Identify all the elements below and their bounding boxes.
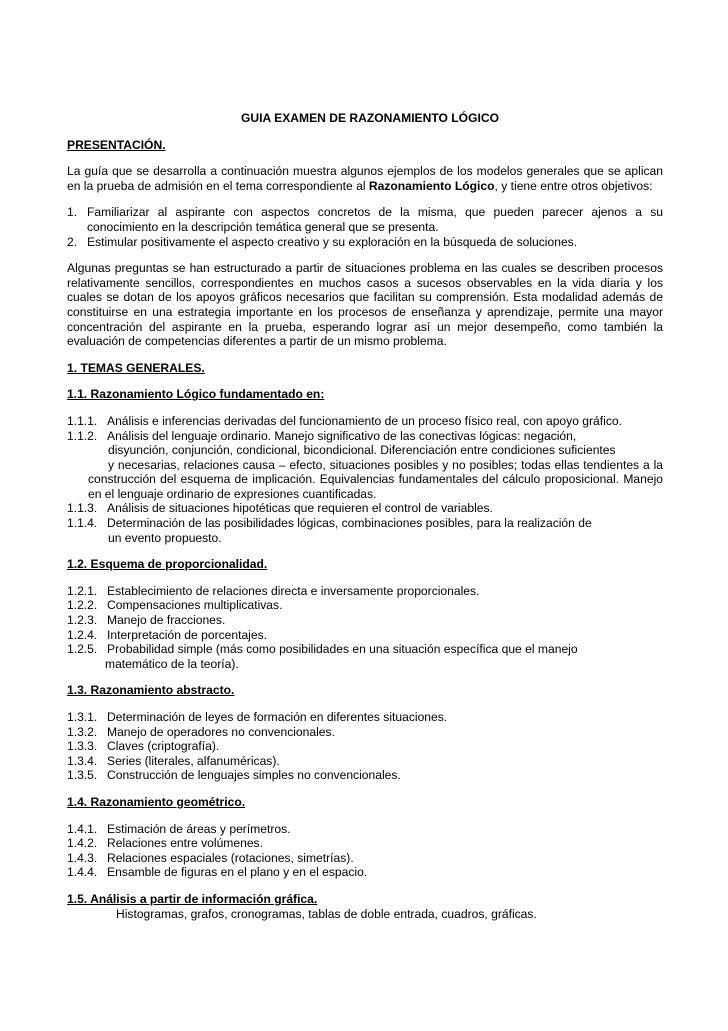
list-item: [67, 501, 663, 516]
item-text: Construcción de lenguajes simples no convencionales.: [107, 768, 401, 783]
presentacion-paragraph-2: Algunas preguntas se han estructurado a partir de situaciones problema en las cuales se describen procesos relativamente sencillos, correspondientes en muchos casos a sucesos observables en la vida diaria y los cuales se dotan de los apoyos gráficos necesarios que facilitan su comprensión. Esta modalidad además de constituirse en una estrategia importante en los procesos de enseñanza y aprendizaje, permite una mayor concentración del aspirante en la prueba, esperando lograr así un mejor desempeño, como también la evaluación de competencias diferentes a partir de un mismo problema.: [67, 261, 663, 349]
item-text: Claves (criptografía).: [107, 739, 220, 754]
item-text: Determinación de leyes de formación en diferentes situaciones.: [107, 710, 448, 724]
item-number: 1.2.2.: [67, 598, 98, 613]
list-item: [67, 836, 663, 851]
item-text: Series (literales, alfanuméricas).: [107, 753, 280, 768]
list-item: [67, 628, 663, 643]
item-text: Análisis del lenguaje ordinario. Manejo significativo de las conectivas lógicas: negación,: [107, 428, 577, 443]
objective-number: 2.: [67, 234, 78, 249]
list-item: [67, 851, 663, 866]
subsection-heading: 1.1. Razonamiento Lógico fundamentado en:: [67, 387, 325, 402]
item-text: Probabilidad simple (más como posibilidades en una situación específica que el manejo: [107, 642, 578, 657]
item-number: 1.4.2.: [67, 836, 98, 851]
objective-item: [67, 205, 663, 234]
item-number: 1.1.4.: [67, 516, 98, 531]
item-text: Compensaciones multiplicativas.: [107, 598, 283, 613]
bold-term: Razonamiento Lógico: [368, 178, 495, 193]
objective-text: Estimular positivamente el aspecto creativo y su exploración en la búsqueda de soluciones.: [87, 234, 578, 249]
list-item: [67, 725, 663, 740]
item-number: 1.2.1.: [67, 583, 98, 598]
item-number: 1.4.4.: [67, 865, 98, 880]
list-item: [67, 865, 663, 880]
subsection-heading: 1.4. Razonamiento geométrico.: [67, 794, 246, 809]
item-number: 1.3.4.: [67, 753, 98, 768]
item-number: 1.4.3.: [67, 850, 98, 865]
item-text: Histogramas, grafos, cronogramas, tablas de doble entrada, cuadros, gráficas.: [116, 906, 537, 921]
item-text: Análisis e inferencias derivadas del funcionamiento de un proceso físico real, con apoyo gráfico.: [107, 413, 622, 428]
list-item: [67, 429, 663, 444]
item-text: Análisis de situaciones hipotéticas que requieren el control de variables.: [107, 501, 493, 516]
item-text: Establecimiento de relaciones directa e inversamente proporcionales.: [107, 583, 480, 598]
item-number: 1.1.3.: [67, 501, 98, 516]
objective-item: [67, 235, 663, 250]
item-continuation: y necesarias, relaciones causa – efecto, situaciones posibles y no posibles; todas ellas tendientes a la: [108, 457, 663, 472]
item-number: 1.3.5.: [67, 768, 98, 783]
objective-number: 1.: [67, 205, 78, 220]
item-continuation: disyunción, conjunción, condicional, bicondicional. Diferenciación entre condiciones suficientes: [108, 443, 616, 458]
item-number: 1.3.2.: [67, 724, 98, 739]
paragraph-text: La guía que se desarrolla a continuación muestra algunos ejemplos de los modelos generales que se aplican en la prueba de admisión en el tema correspondiente al: [67, 164, 663, 193]
paragraph-text: , y tiene entre otros objetivos:: [494, 178, 653, 193]
item-number: 1.2.3.: [67, 613, 98, 628]
section-heading-temas: 1. TEMAS GENERALES.: [67, 360, 205, 375]
list-item: [67, 598, 663, 613]
subsection-heading: 1.3. Razonamiento abstracto.: [67, 683, 235, 698]
list-item: [67, 768, 663, 783]
item-text: Manejo de operadores no convencionales.: [107, 724, 335, 739]
subsection-heading: 1.5. Análisis a partir de información gráfica.: [67, 891, 318, 906]
item-text: Estimación de áreas y perímetros.: [107, 821, 291, 836]
list-item: [67, 710, 663, 725]
subsection-heading: 1.2. Esquema de proporcionalidad.: [67, 557, 268, 572]
list-item: [67, 754, 663, 769]
item-number: 1.1.1.: [67, 413, 98, 428]
section-heading-presentacion: PRESENTACIÓN.: [67, 137, 166, 152]
item-text: Determinación de las posibilidades lógicas, combinaciones posibles, para la realización de: [107, 516, 592, 531]
item-text: Interpretación de porcentajes.: [107, 627, 268, 642]
item-number: 1.1.2.: [67, 428, 98, 443]
list-item: [67, 613, 663, 628]
item-text: Relaciones espaciales (rotaciones, simetrías).: [107, 850, 354, 865]
item-continuation: un evento propuesto.: [108, 530, 222, 545]
item-number: 1.2.4.: [67, 627, 98, 642]
item-text: Relaciones entre volúmenes.: [107, 836, 263, 851]
list-item: [67, 414, 663, 429]
item-text: Manejo de fracciones.: [107, 613, 226, 628]
objective-text: Familiarizar al aspirante con aspectos concretos de la misma, que pueden parecer ajenos a su conocimiento en la descripción temática general que se presenta.: [87, 205, 663, 234]
item-number: 1.3.3.: [67, 739, 98, 754]
item-number: 1.3.1.: [67, 710, 98, 724]
list-item: [67, 822, 663, 837]
item-number: 1.4.1.: [67, 821, 98, 836]
item-continuation: construcción del esquema de implicación. Equivalencias fundamentales del cálculo proposicional. Manejo: [88, 472, 663, 487]
list-item: [67, 516, 663, 531]
document-title: GUIA EXAMEN DE RAZONAMIENTO LÓGICO: [240, 111, 499, 125]
list-item: [67, 739, 663, 754]
item-continuation: matemático de la teoría).: [105, 656, 239, 671]
item-continuation: en el lenguaje ordinario de expresiones cuantificadas.: [88, 486, 377, 501]
item-number: 1.2.5.: [67, 642, 98, 657]
presentacion-paragraph-1: [67, 164, 663, 193]
document-page: [67, 111, 663, 921]
item-text: Ensamble de figuras en el plano y en el espacio.: [107, 865, 368, 880]
list-item: [67, 584, 663, 599]
list-item: [67, 642, 663, 657]
